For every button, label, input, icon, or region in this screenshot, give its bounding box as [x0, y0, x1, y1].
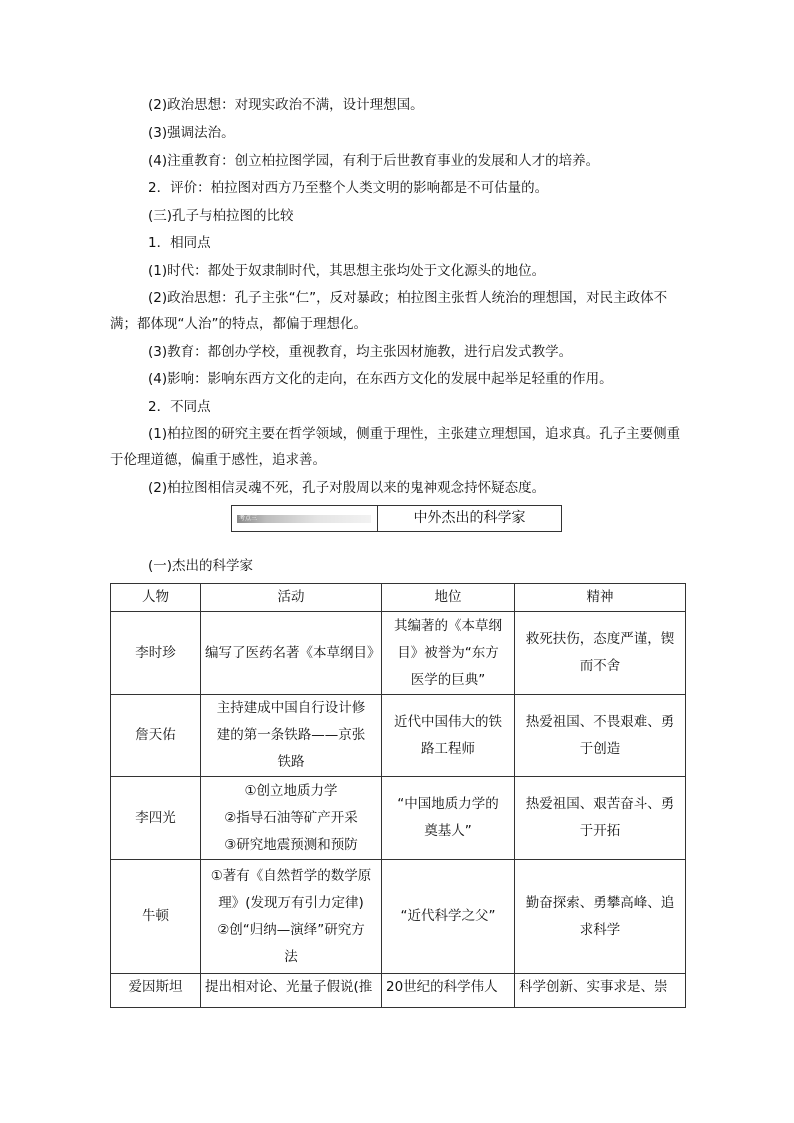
- paragraph: (2)柏拉图相信灵魂不死，孔子对殷周以来的鬼神观念持怀疑态度。: [148, 480, 546, 496]
- status-cell: 其编著的《本草纲 目》被誉为“东方 医学的巨典”: [382, 612, 515, 695]
- activity-cell: ①著有《自然哲学的数学原 理》(发现万有引力定律) ②创“归纳—演绎”研究方 法: [201, 860, 382, 974]
- spirit-cell: 勤奋探索、勇攀高峰、追 求科学: [515, 860, 686, 974]
- banner-title: 中外杰出的科学家: [413, 510, 526, 526]
- header-person: 人物: [111, 584, 201, 612]
- activity-cell: 主持建成中国自行设计修 建的第一条铁路——京张 铁路: [201, 695, 382, 777]
- table-caption: (一)杰出的科学家: [148, 558, 254, 574]
- banner-label-box: [232, 506, 378, 531]
- spirit-cell: 科学创新、实事求是、崇: [515, 974, 686, 1008]
- person-cell: 牛顿: [111, 860, 201, 974]
- spirit-cell: 热爱祖国、不畏艰难、勇 于创造: [515, 695, 686, 777]
- table-row: [111, 860, 686, 974]
- spirit-cell: 热爱祖国、艰苦奋斗、勇 于开拓: [515, 777, 686, 860]
- table-row: [111, 777, 686, 860]
- subsection-heading: 2．不同点: [148, 399, 211, 415]
- header-status: 地位: [382, 584, 515, 612]
- person-cell: 李四光: [111, 777, 201, 860]
- spirit-cell: 救死扶伤，态度严谨，锲 而不舍: [515, 612, 686, 695]
- paragraph: (3)强调法治。: [148, 125, 235, 141]
- paragraph: 2．评价：柏拉图对西方乃至整个人类文明的影响都是不可估量的。: [148, 180, 549, 196]
- person-cell: 詹天佑: [111, 695, 201, 777]
- paragraph: (1)时代：都处于奴隶制时代，其思想主张均处于文化源头的地位。: [148, 263, 546, 279]
- status-cell: 近代中国伟大的铁 路工程师: [382, 695, 515, 777]
- paragraph: (4)注重教育：创立柏拉图学园，有利于后世教育事业的发展和人才的培养。: [148, 153, 600, 169]
- banner-gradient-bar: [237, 515, 371, 523]
- status-cell: 20世纪的科学伟人: [382, 974, 515, 1008]
- table-row: [111, 612, 686, 695]
- paragraph: (4)影响：影响东西方文化的走向，在东西方文化的发展中起举足轻重的作用。: [148, 371, 613, 387]
- paragraph: (1)柏拉图的研究主要在哲学领域，侧重于理性，主张建立理想国，追求真。孔子主要侧重于伦理道德，偏重于感性，追求善。: [110, 426, 681, 468]
- person-cell: 爱因斯坦: [111, 974, 201, 1008]
- section-heading: (三)孔子与柏拉图的比较: [148, 208, 294, 224]
- header-activity: 活动: [201, 584, 382, 612]
- header-spirit: 精神: [515, 584, 686, 612]
- section-banner: [231, 505, 562, 532]
- table-row: [111, 974, 686, 1008]
- status-cell: “中国地质力学的 奠基人”: [382, 777, 515, 860]
- paragraph: (3)教育：都创办学校，重视教育，均主张因材施教，进行启发式教学。: [148, 344, 573, 360]
- scientists-table: [110, 583, 686, 1008]
- activity-cell: 编写了医药名著《本草纲目》: [201, 612, 382, 695]
- paragraph: (2)政治思想：孔子主张“仁”，反对暴政；柏拉图主张哲人统治的理想国，对民主政体不满；都体现“人治”的特点，都偏于理想化。: [110, 290, 668, 332]
- person-cell: 李时珍: [111, 612, 201, 695]
- table-row: [111, 695, 686, 777]
- activity-cell: 提出相对论、光量子假说(推: [201, 974, 382, 1008]
- banner-tag: 考点三: [239, 515, 258, 522]
- activity-cell: ①创立地质力学 ②指导石油等矿产开采 ③研究地震预测和预防: [201, 777, 382, 860]
- paragraph: (2)政治思想：对现实政治不满，设计理想国。: [148, 97, 424, 113]
- status-cell: “近代科学之父”: [382, 860, 515, 974]
- subsection-heading: 1．相同点: [148, 235, 211, 251]
- table-header-row: [111, 584, 686, 612]
